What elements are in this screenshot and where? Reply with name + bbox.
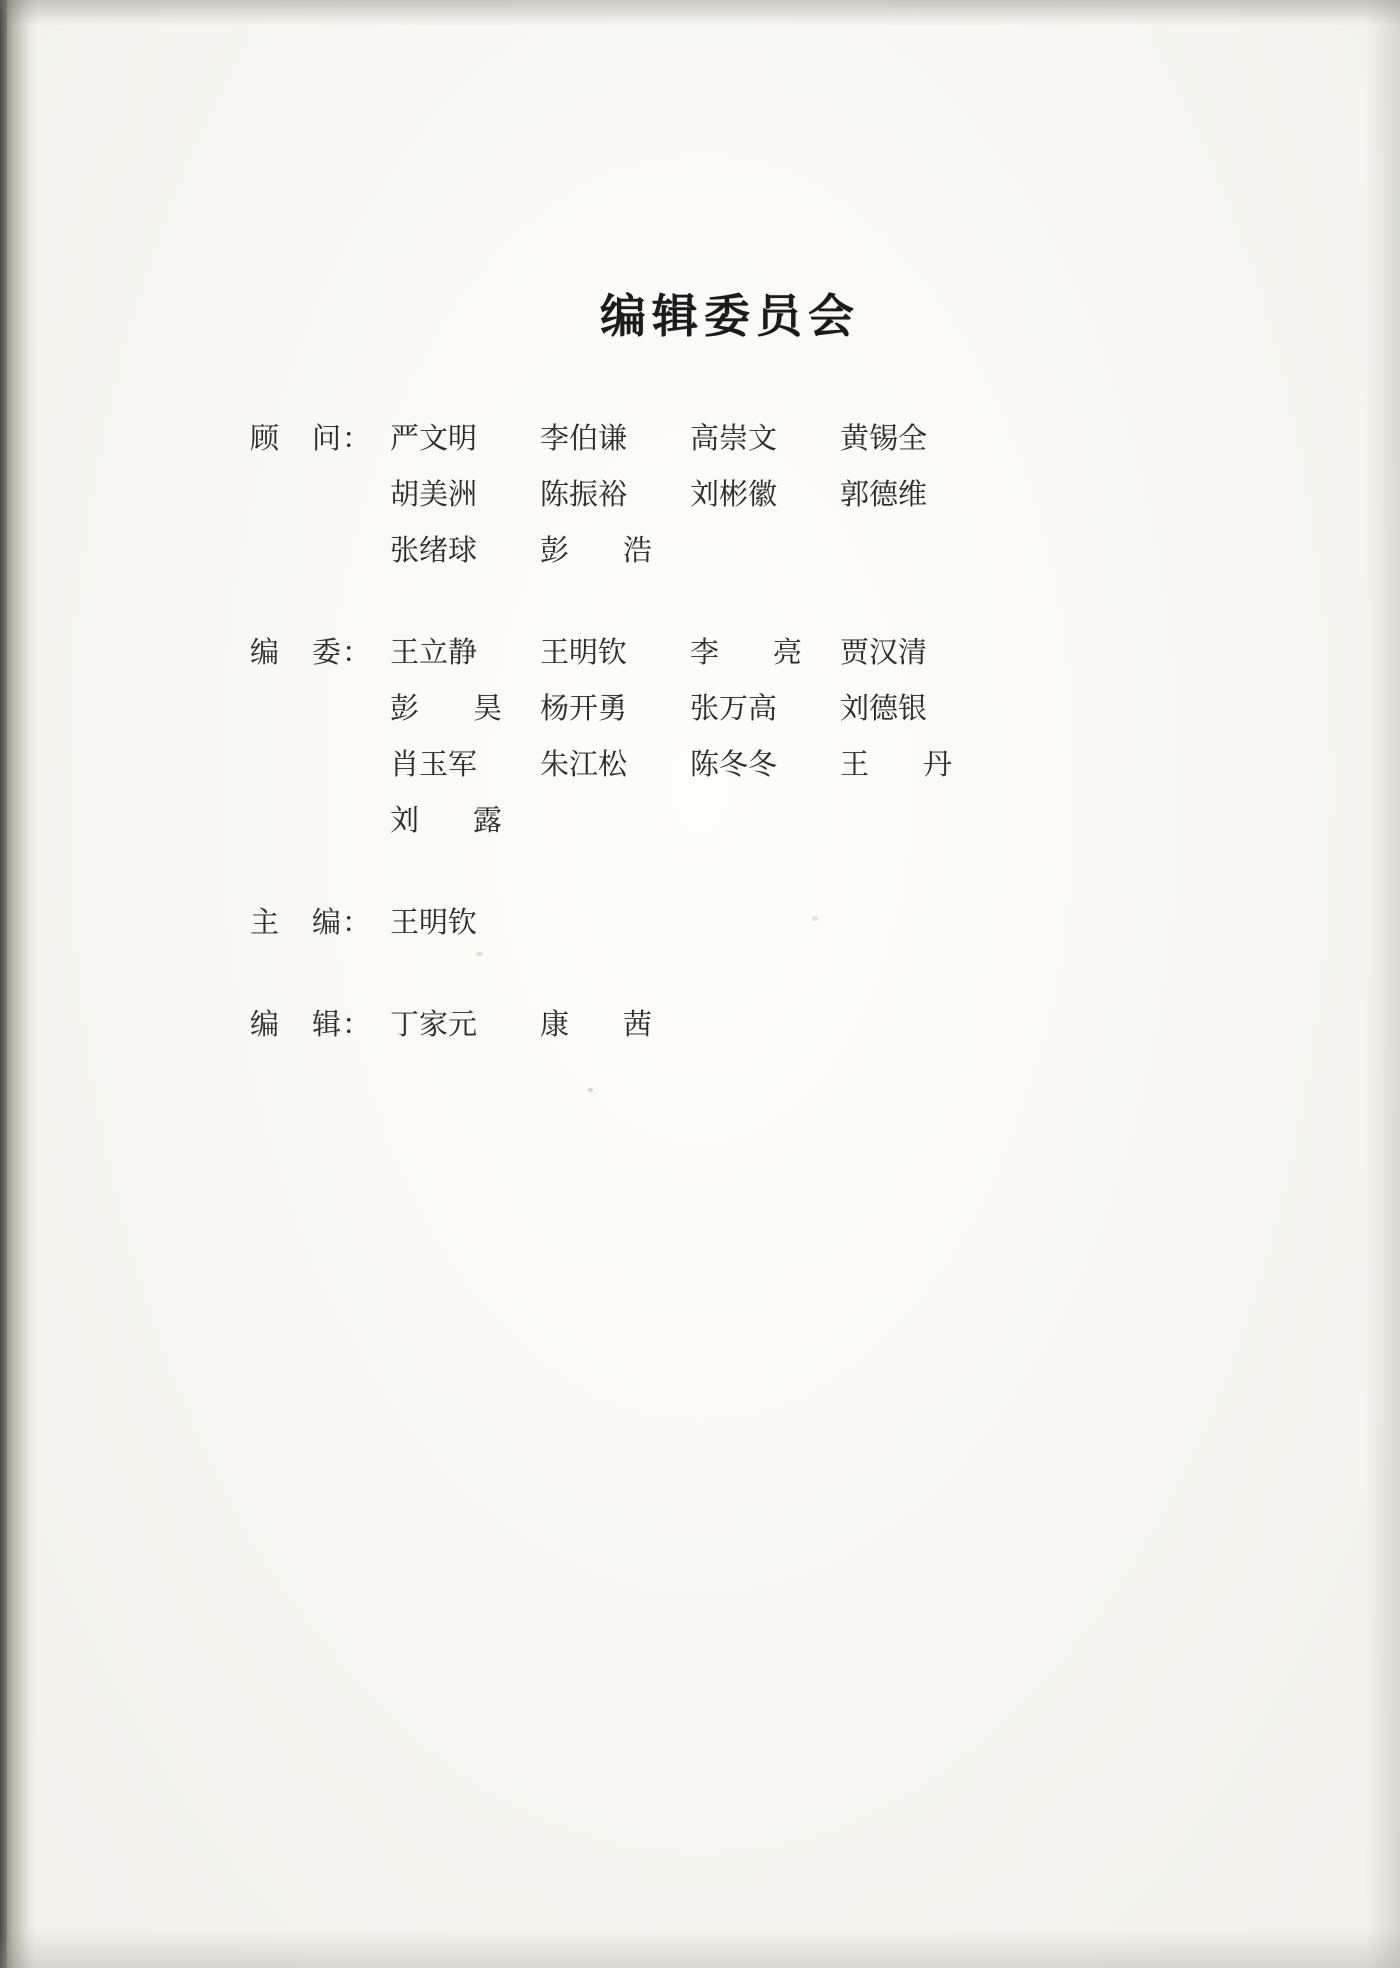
person-name: 黄锡全 [840,421,928,455]
name-cell [690,680,840,736]
name-cell [540,466,690,522]
person-name: 肖玉军 [390,747,478,781]
name-cell [390,894,540,950]
name-cell [690,736,840,792]
person-name: 王明钦 [390,905,478,939]
name-row [390,522,1150,578]
name-cell [690,466,840,522]
person-name: 胡美洲 [390,477,478,511]
name-cell [840,410,990,466]
person-name: 贾汉清 [840,635,928,669]
name-cell [540,410,690,466]
name-row [390,680,1150,736]
section-label-text: 编辑 [250,1007,342,1041]
name-cell [390,624,540,680]
person-name: 刘彬徽 [690,477,778,511]
section-label-text: 编委 [250,635,342,669]
person-name: 陈振裕 [540,477,628,511]
person-name: 王明钦 [540,635,628,669]
book-spine-edge [0,0,7,1968]
editorial-committee-content [250,280,1150,1098]
section-label-colon: ： [342,421,373,455]
person-name: 王丹 [840,747,952,781]
person-name: 刘露 [390,803,502,837]
name-row [390,624,1150,680]
section-label-chief-editor [250,894,390,950]
section-label-editors [250,996,390,1052]
editorial-board-name-list [390,624,1150,848]
name-cell [540,680,690,736]
name-cell [390,792,540,848]
name-row [390,792,1150,848]
person-name: 杨开勇 [540,691,628,725]
name-row [390,410,1150,466]
name-row [390,894,1150,950]
name-cell [390,736,540,792]
person-name: 朱江松 [540,747,628,781]
page-edge-bottom-shadow [0,1928,1400,1968]
name-cell [390,522,540,578]
section-label-colon: ： [342,635,373,669]
person-name: 高崇文 [690,421,778,455]
name-cell [540,996,690,1052]
name-cell [390,466,540,522]
person-name: 李亮 [690,635,802,669]
person-name: 王立静 [390,635,478,669]
name-row [390,466,1150,522]
person-name: 彭浩 [540,533,652,567]
chief-editor-name-list [390,894,1150,950]
section-editors [250,996,1150,1052]
name-cell [540,522,690,578]
person-name: 张万高 [690,691,778,725]
name-cell [390,996,540,1052]
name-row [390,996,1150,1052]
section-label-text: 主编 [250,905,342,939]
section-advisors [250,410,1150,578]
section-label-editorial-board [250,624,390,680]
name-cell [390,680,540,736]
section-label-text: 顾问 [250,421,342,455]
name-cell [540,736,690,792]
name-cell [840,624,990,680]
name-cell [840,736,990,792]
section-label-advisors [250,410,390,466]
person-name: 陈冬冬 [690,747,778,781]
name-cell [390,410,540,466]
name-cell [840,466,990,522]
person-name: 张绪球 [390,533,478,567]
section-chief-editor [250,894,1150,950]
person-name: 刘德银 [840,691,928,725]
name-cell [690,624,840,680]
name-cell [690,410,840,466]
person-name: 郭德维 [840,477,928,511]
name-cell [540,624,690,680]
name-cell [840,680,990,736]
page-title: 编辑委员会 [600,289,860,343]
editors-name-list [390,996,1150,1052]
section-label-colon: ： [342,1007,373,1041]
person-name: 彭昊 [390,691,502,725]
page-edge-right-shadow [1366,0,1400,1968]
section-label-colon: ： [342,905,373,939]
advisors-name-list [390,410,1150,578]
person-name: 李伯谦 [540,421,628,455]
person-name: 严文明 [390,421,478,455]
person-name: 丁家元 [390,1007,478,1041]
person-name: 康茜 [540,1007,652,1041]
page-edge-top-shadow [0,0,1400,26]
section-editorial-board [250,624,1150,848]
name-row [390,736,1150,792]
